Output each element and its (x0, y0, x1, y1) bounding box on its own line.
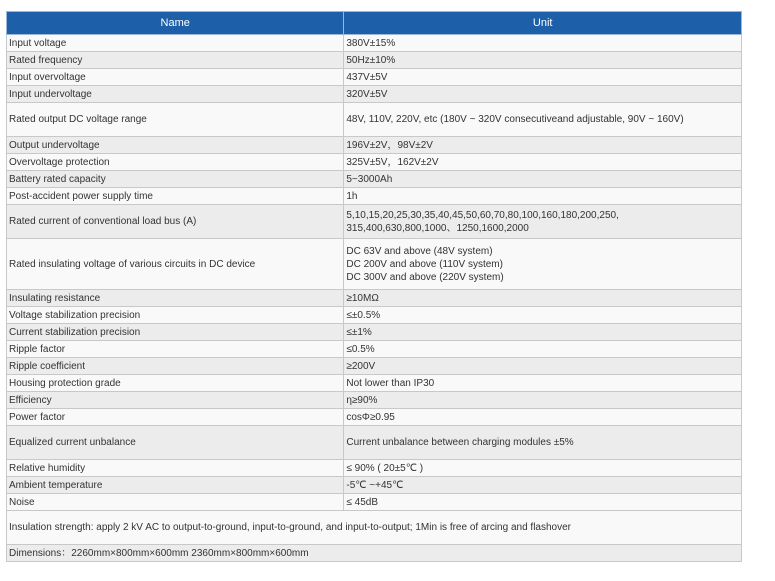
table-row (7, 154, 742, 171)
row-value (344, 205, 742, 239)
value-line: ≤ 90% ( 20±5℃ ) (346, 462, 424, 474)
table-row (7, 171, 742, 188)
row-name: Overvoltage protection (7, 154, 344, 171)
table-row (7, 375, 742, 392)
row-value (344, 460, 742, 477)
spec-table (6, 11, 742, 562)
row-value (344, 341, 742, 358)
value-line: ≤±0.5% (346, 309, 381, 321)
row-name: Rated current of conventional load bus (A) (7, 205, 344, 239)
row-name: Noise (7, 494, 344, 511)
dimensions-row (7, 545, 742, 562)
row-value (344, 103, 742, 137)
value-line: ≤ 45dB (346, 496, 378, 508)
row-name: Current stabilization precision (7, 324, 344, 341)
table-row (7, 205, 742, 239)
value-line: 1h (346, 190, 358, 202)
row-name: Input undervoltage (7, 86, 344, 103)
table-row (7, 477, 742, 494)
value-line: 48V, 110V, 220V, etc (180V ~ 320V consecutiveand adjustable, 90V ~ 160V) (346, 114, 684, 125)
row-value (344, 426, 742, 460)
value-line: 325V±5V，162V±2V (346, 156, 439, 168)
row-value (344, 375, 742, 392)
insulation-note-row (7, 511, 742, 545)
value-line: Current unbalance between charging modules ±5% (346, 437, 574, 448)
value-line: ≥200V (346, 360, 376, 372)
row-name: Output undervoltage (7, 137, 344, 154)
table-row (7, 460, 742, 477)
table-row (7, 324, 742, 341)
value-line: -5℃ ~+45℃ (346, 479, 404, 491)
table-row (7, 188, 742, 205)
row-name: Ripple coefficient (7, 358, 344, 375)
row-name: Efficiency (7, 392, 344, 409)
row-name: Power factor (7, 409, 344, 426)
value-line: 5~3000Ah (346, 173, 393, 185)
table-row (7, 341, 742, 358)
table-row (7, 137, 742, 154)
table-row (7, 426, 742, 460)
row-name: Rated insulating voltage of various circuits in DC device (7, 239, 344, 290)
row-name: Post-accident power supply time (7, 188, 344, 205)
table-row (7, 307, 742, 324)
row-name: Equalized current unbalance (7, 426, 344, 460)
row-name: Ripple factor (7, 341, 344, 358)
value-line: 196V±2V，98V±2V (346, 139, 433, 151)
table-row (7, 52, 742, 69)
table-row (7, 290, 742, 307)
value-line: η≥90% (346, 394, 378, 406)
table-row (7, 358, 742, 375)
value-line: DC 63V and above (48V system) (346, 245, 493, 257)
value-line: DC 200V and above (110V system) (346, 258, 503, 270)
row-value (344, 86, 742, 103)
row-name: Rated output DC voltage range (7, 103, 344, 137)
value-line: cosΦ≥0.95 (346, 411, 395, 423)
insulation-note: Insulation strength: apply 2 kV AC to output-to-ground, input-to-ground, and input-to-output; 1Min is free of arcing and flashover (7, 511, 742, 545)
value-line: 380V±15% (346, 37, 396, 49)
header-name: Name (7, 12, 344, 35)
row-value (344, 69, 742, 86)
value-line: ≤0.5% (346, 343, 375, 355)
row-value (344, 188, 742, 205)
row-value (344, 392, 742, 409)
table-row (7, 239, 742, 290)
row-name: Voltage stabilization precision (7, 307, 344, 324)
value-line: Not lower than IP30 (346, 377, 435, 389)
table-row (7, 409, 742, 426)
value-line: 50Hz±10% (346, 54, 396, 66)
row-value (344, 137, 742, 154)
row-name: Input overvoltage (7, 69, 344, 86)
row-value (344, 35, 742, 52)
table-row (7, 103, 742, 137)
header-unit: Unit (344, 12, 742, 35)
table-row (7, 86, 742, 103)
row-name: Battery rated capacity (7, 171, 344, 188)
row-value (344, 324, 742, 341)
row-value (344, 290, 742, 307)
row-value (344, 307, 742, 324)
spec-body (7, 35, 742, 511)
value-line: ≤±1% (346, 326, 372, 338)
value-line: 315,400,630,800,1000、1250,1600,2000 (346, 222, 529, 234)
table-row (7, 392, 742, 409)
table-row (7, 35, 742, 52)
dimensions-note: Dimensions：2260mm×800mm×600mm 2360mm×800mm×600mm (7, 545, 742, 562)
header-row (7, 12, 742, 35)
row-name: Housing protection grade (7, 375, 344, 392)
row-value (344, 52, 742, 69)
value-line: ≥10MΩ (346, 292, 379, 304)
value-line: DC 300V and above (220V system) (346, 271, 504, 283)
value-line: 320V±5V (346, 88, 388, 100)
table-row (7, 69, 742, 86)
row-name: Input voltage (7, 35, 344, 52)
row-value (344, 154, 742, 171)
row-value (344, 494, 742, 511)
row-name: Ambient temperature (7, 477, 344, 494)
row-name: Relative humidity (7, 460, 344, 477)
row-value (344, 171, 742, 188)
row-value (344, 477, 742, 494)
value-line: 5,10,15,20,25,30,35,40,45,50,60,70,80,100,160,180,200,250, (346, 209, 619, 221)
table-row (7, 494, 742, 511)
value-line: 437V±5V (346, 71, 388, 83)
row-value (344, 239, 742, 290)
row-value (344, 358, 742, 375)
row-value (344, 409, 742, 426)
row-name: Insulating resistance (7, 290, 344, 307)
row-name: Rated frequency (7, 52, 344, 69)
